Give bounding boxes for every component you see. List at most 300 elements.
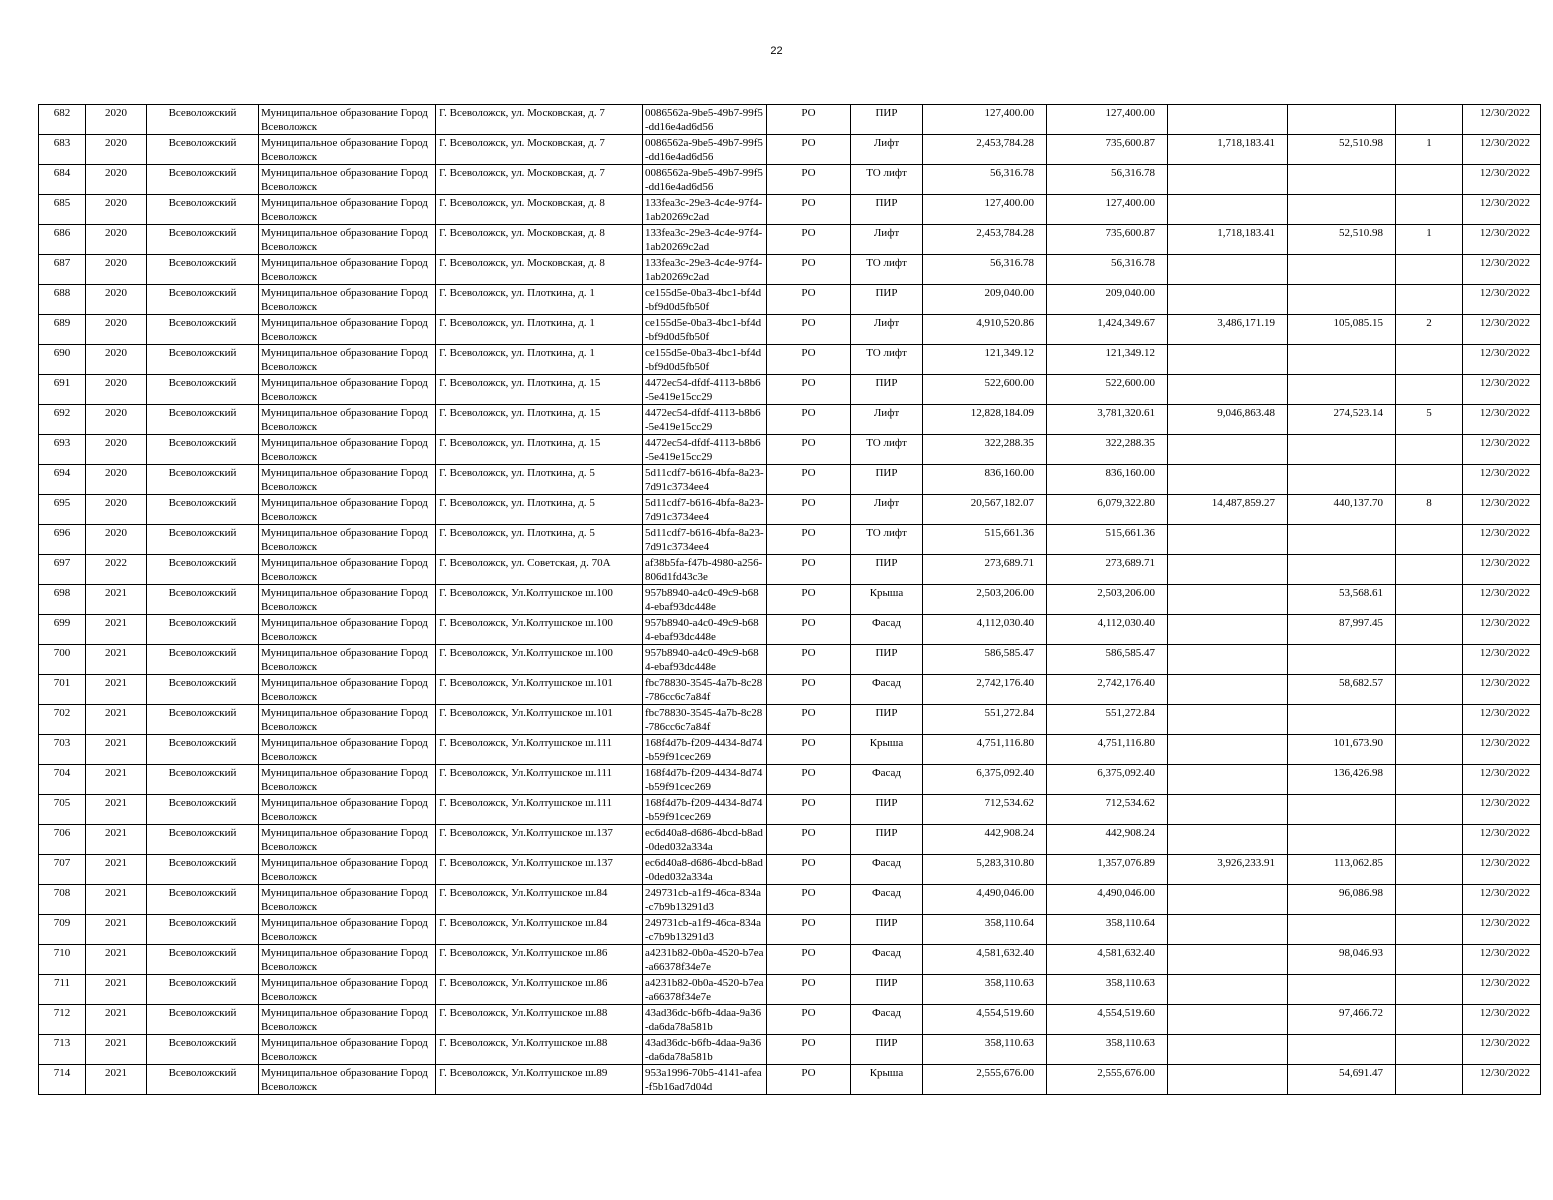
district-cell: Всеволожский bbox=[147, 645, 259, 675]
table-row bbox=[39, 255, 1541, 285]
house-guid-cell: 133fea3c-29e3-4c4e-97f4-1ab20269c2ad bbox=[643, 195, 767, 225]
row-number-cell: 706 bbox=[39, 825, 86, 855]
table-row bbox=[39, 915, 1541, 945]
year-cell: 2021 bbox=[86, 915, 147, 945]
table-row bbox=[39, 975, 1541, 1005]
deadline-date-cell: 12/30/2022 bbox=[1463, 195, 1541, 225]
program-cell: РО bbox=[767, 795, 851, 825]
municipality-cell: Муниципальное образование Город Всеволожск bbox=[259, 255, 436, 285]
total-cost-cell: 2,555,676.00 bbox=[923, 1065, 1047, 1095]
cost-part-3-cell: 105,085.15 bbox=[1288, 315, 1396, 345]
cost-part-1-cell: 4,112,030.40 bbox=[1047, 615, 1168, 645]
address-cell: Г. Всеволожск, Ул.Колтушское ш.88 bbox=[436, 1035, 643, 1065]
cost-part-2-cell bbox=[1168, 615, 1288, 645]
address-cell: Г. Всеволожск, Ул.Колтушское ш.137 bbox=[436, 855, 643, 885]
deadline-date-cell: 12/30/2022 bbox=[1463, 645, 1541, 675]
year-cell: 2021 bbox=[86, 645, 147, 675]
count-cell bbox=[1396, 585, 1463, 615]
address-cell: Г. Всеволожск, ул. Московская, д. 8 bbox=[436, 255, 643, 285]
address-cell: Г. Всеволожск, ул. Плоткина, д. 1 bbox=[436, 285, 643, 315]
year-cell: 2021 bbox=[86, 675, 147, 705]
count-cell bbox=[1396, 375, 1463, 405]
year-cell: 2020 bbox=[86, 225, 147, 255]
cost-part-2-cell bbox=[1168, 1005, 1288, 1035]
cost-part-1-cell: 2,555,676.00 bbox=[1047, 1065, 1168, 1095]
cost-part-3-cell bbox=[1288, 435, 1396, 465]
row-number-cell: 714 bbox=[39, 1065, 86, 1095]
row-number-cell: 712 bbox=[39, 1005, 86, 1035]
program-cell: РО bbox=[767, 465, 851, 495]
work-type-cell: ПИР bbox=[851, 105, 923, 135]
work-type-cell: Фасад bbox=[851, 885, 923, 915]
row-number-cell: 698 bbox=[39, 585, 86, 615]
row-number-cell: 697 bbox=[39, 555, 86, 585]
house-guid-cell: 168f4d7b-f209-4434-8d74-b59f91cec269 bbox=[643, 735, 767, 765]
cost-part-2-cell bbox=[1168, 465, 1288, 495]
municipality-cell: Муниципальное образование Город Всеволожск bbox=[259, 915, 436, 945]
cost-part-3-cell bbox=[1288, 255, 1396, 285]
house-guid-cell: 0086562a-9be5-49b7-99f5-dd16e4ad6d56 bbox=[643, 105, 767, 135]
page-number: 22 bbox=[770, 45, 783, 57]
work-type-cell: ПИР bbox=[851, 975, 923, 1005]
cost-part-1-cell: 322,288.35 bbox=[1047, 435, 1168, 465]
count-cell bbox=[1396, 105, 1463, 135]
district-cell: Всеволожский bbox=[147, 135, 259, 165]
year-cell: 2022 bbox=[86, 555, 147, 585]
row-number-cell: 687 bbox=[39, 255, 86, 285]
work-type-cell: Фасад bbox=[851, 675, 923, 705]
house-guid-cell: 957b8940-a4c0-49c9-b684-ebaf93dc448e bbox=[643, 615, 767, 645]
program-cell: РО bbox=[767, 525, 851, 555]
deadline-date-cell: 12/30/2022 bbox=[1463, 495, 1541, 525]
cost-part-2-cell: 1,718,183.41 bbox=[1168, 135, 1288, 165]
district-cell: Всеволожский bbox=[147, 285, 259, 315]
program-cell: РО bbox=[767, 615, 851, 645]
house-guid-cell: fbc78830-3545-4a7b-8c28-786cc6c7a84f bbox=[643, 705, 767, 735]
count-cell bbox=[1396, 555, 1463, 585]
total-cost-cell: 358,110.63 bbox=[923, 975, 1047, 1005]
row-number-cell: 696 bbox=[39, 525, 86, 555]
total-cost-cell: 12,828,184.09 bbox=[923, 405, 1047, 435]
address-cell: Г. Всеволожск, Ул.Колтушское ш.88 bbox=[436, 1005, 643, 1035]
municipality-cell: Муниципальное образование Город Всеволожск bbox=[259, 855, 436, 885]
house-guid-cell: ec6d40a8-d686-4bcd-b8ad-0ded032a334a bbox=[643, 855, 767, 885]
table-row bbox=[39, 435, 1541, 465]
cost-part-2-cell bbox=[1168, 555, 1288, 585]
work-type-cell: Лифт bbox=[851, 405, 923, 435]
district-cell: Всеволожский bbox=[147, 105, 259, 135]
year-cell: 2020 bbox=[86, 315, 147, 345]
cost-part-3-cell: 87,997.45 bbox=[1288, 615, 1396, 645]
table-row bbox=[39, 165, 1541, 195]
row-number-cell: 689 bbox=[39, 315, 86, 345]
program-cell: РО bbox=[767, 825, 851, 855]
work-type-cell: Фасад bbox=[851, 945, 923, 975]
row-number-cell: 684 bbox=[39, 165, 86, 195]
cost-part-3-cell bbox=[1288, 915, 1396, 945]
house-guid-cell: 957b8940-a4c0-49c9-b684-ebaf93dc448e bbox=[643, 645, 767, 675]
cost-part-1-cell: 121,349.12 bbox=[1047, 345, 1168, 375]
work-type-cell: ПИР bbox=[851, 825, 923, 855]
cost-part-1-cell: 56,316.78 bbox=[1047, 255, 1168, 285]
program-cell: РО bbox=[767, 315, 851, 345]
address-cell: Г. Всеволожск, ул. Плоткина, д. 15 bbox=[436, 375, 643, 405]
count-cell bbox=[1396, 195, 1463, 225]
municipality-cell: Муниципальное образование Город Всеволожск bbox=[259, 585, 436, 615]
district-cell: Всеволожский bbox=[147, 525, 259, 555]
total-cost-cell: 551,272.84 bbox=[923, 705, 1047, 735]
table-row bbox=[39, 825, 1541, 855]
district-cell: Всеволожский bbox=[147, 1065, 259, 1095]
district-cell: Всеволожский bbox=[147, 405, 259, 435]
table-row bbox=[39, 795, 1541, 825]
address-cell: Г. Всеволожск, Ул.Колтушское ш.89 bbox=[436, 1065, 643, 1095]
cost-part-2-cell bbox=[1168, 765, 1288, 795]
deadline-date-cell: 12/30/2022 bbox=[1463, 315, 1541, 345]
total-cost-cell: 56,316.78 bbox=[923, 255, 1047, 285]
cost-part-3-cell bbox=[1288, 375, 1396, 405]
row-number-cell: 700 bbox=[39, 645, 86, 675]
row-number-cell: 685 bbox=[39, 195, 86, 225]
work-type-cell: Крыша bbox=[851, 735, 923, 765]
cost-part-1-cell: 273,689.71 bbox=[1047, 555, 1168, 585]
program-cell: РО bbox=[767, 495, 851, 525]
year-cell: 2020 bbox=[86, 465, 147, 495]
total-cost-cell: 358,110.63 bbox=[923, 1035, 1047, 1065]
total-cost-cell: 209,040.00 bbox=[923, 285, 1047, 315]
address-cell: Г. Всеволожск, ул. Плоткина, д. 5 bbox=[436, 525, 643, 555]
work-type-cell: ТО лифт bbox=[851, 525, 923, 555]
address-cell: Г. Всеволожск, Ул.Колтушское ш.84 bbox=[436, 915, 643, 945]
program-cell: РО bbox=[767, 1065, 851, 1095]
program-cell: РО bbox=[767, 1035, 851, 1065]
program-cell: РО bbox=[767, 645, 851, 675]
deadline-date-cell: 12/30/2022 bbox=[1463, 615, 1541, 645]
cost-part-2-cell bbox=[1168, 645, 1288, 675]
cost-part-2-cell: 3,926,233.91 bbox=[1168, 855, 1288, 885]
table-row bbox=[39, 735, 1541, 765]
address-cell: Г. Всеволожск, ул. Московская, д. 8 bbox=[436, 225, 643, 255]
row-number-cell: 705 bbox=[39, 795, 86, 825]
municipality-cell: Муниципальное образование Город Всеволожск bbox=[259, 615, 436, 645]
program-cell: РО bbox=[767, 135, 851, 165]
total-cost-cell: 586,585.47 bbox=[923, 645, 1047, 675]
municipality-cell: Муниципальное образование Город Всеволожск bbox=[259, 465, 436, 495]
program-cell: РО bbox=[767, 735, 851, 765]
total-cost-cell: 836,160.00 bbox=[923, 465, 1047, 495]
house-guid-cell: af38b5fa-f47b-4980-a256-806d1fd43c3e bbox=[643, 555, 767, 585]
year-cell: 2020 bbox=[86, 375, 147, 405]
count-cell bbox=[1396, 795, 1463, 825]
work-type-cell: ПИР bbox=[851, 645, 923, 675]
cost-part-2-cell bbox=[1168, 795, 1288, 825]
municipality-cell: Муниципальное образование Город Всеволожск bbox=[259, 885, 436, 915]
program-cell: РО bbox=[767, 225, 851, 255]
work-type-cell: ТО лифт bbox=[851, 345, 923, 375]
address-cell: Г. Всеволожск, ул. Плоткина, д. 15 bbox=[436, 435, 643, 465]
work-type-cell: ПИР bbox=[851, 555, 923, 585]
cost-part-2-cell bbox=[1168, 195, 1288, 225]
cost-part-1-cell: 836,160.00 bbox=[1047, 465, 1168, 495]
table-row bbox=[39, 465, 1541, 495]
district-cell: Всеволожский bbox=[147, 735, 259, 765]
deadline-date-cell: 12/30/2022 bbox=[1463, 885, 1541, 915]
table-row bbox=[39, 195, 1541, 225]
work-type-cell: Фасад bbox=[851, 615, 923, 645]
total-cost-cell: 442,908.24 bbox=[923, 825, 1047, 855]
municipality-cell: Муниципальное образование Город Всеволожск bbox=[259, 645, 436, 675]
cost-part-2-cell bbox=[1168, 885, 1288, 915]
year-cell: 2020 bbox=[86, 405, 147, 435]
cost-part-3-cell bbox=[1288, 705, 1396, 735]
count-cell bbox=[1396, 675, 1463, 705]
table-row bbox=[39, 315, 1541, 345]
total-cost-cell: 515,661.36 bbox=[923, 525, 1047, 555]
year-cell: 2021 bbox=[86, 795, 147, 825]
table-row bbox=[39, 885, 1541, 915]
row-number-cell: 710 bbox=[39, 945, 86, 975]
work-type-cell: Фасад bbox=[851, 765, 923, 795]
cost-part-3-cell: 136,426.98 bbox=[1288, 765, 1396, 795]
municipality-cell: Муниципальное образование Город Всеволожск bbox=[259, 525, 436, 555]
count-cell bbox=[1396, 465, 1463, 495]
district-cell: Всеволожский bbox=[147, 465, 259, 495]
table-row bbox=[39, 645, 1541, 675]
deadline-date-cell: 12/30/2022 bbox=[1463, 975, 1541, 1005]
cost-part-2-cell bbox=[1168, 1035, 1288, 1065]
work-type-cell: ТО лифт bbox=[851, 165, 923, 195]
program-cell: РО bbox=[767, 705, 851, 735]
year-cell: 2021 bbox=[86, 735, 147, 765]
deadline-date-cell: 12/30/2022 bbox=[1463, 585, 1541, 615]
count-cell: 5 bbox=[1396, 405, 1463, 435]
municipality-cell: Муниципальное образование Город Всеволожск bbox=[259, 105, 436, 135]
address-cell: Г. Всеволожск, Ул.Колтушское ш.137 bbox=[436, 825, 643, 855]
municipality-cell: Муниципальное образование Город Всеволожск bbox=[259, 165, 436, 195]
total-cost-cell: 273,689.71 bbox=[923, 555, 1047, 585]
address-cell: Г. Всеволожск, Ул.Колтушское ш.101 bbox=[436, 675, 643, 705]
house-guid-cell: 43ad36dc-b6fb-4daa-9a36-da6da78a581b bbox=[643, 1035, 767, 1065]
year-cell: 2021 bbox=[86, 705, 147, 735]
address-cell: Г. Всеволожск, Ул.Колтушское ш.86 bbox=[436, 945, 643, 975]
count-cell bbox=[1396, 1005, 1463, 1035]
year-cell: 2020 bbox=[86, 435, 147, 465]
program-cell: РО bbox=[767, 915, 851, 945]
deadline-date-cell: 12/30/2022 bbox=[1463, 555, 1541, 585]
year-cell: 2021 bbox=[86, 615, 147, 645]
cost-part-3-cell: 97,466.72 bbox=[1288, 1005, 1396, 1035]
work-type-cell: Фасад bbox=[851, 855, 923, 885]
municipality-cell: Муниципальное образование Город Всеволожск bbox=[259, 135, 436, 165]
program-cell: РО bbox=[767, 945, 851, 975]
cost-part-1-cell: 735,600.87 bbox=[1047, 225, 1168, 255]
house-guid-cell: ce155d5e-0ba3-4bc1-bf4d-bf9d0d5fb50f bbox=[643, 345, 767, 375]
count-cell bbox=[1396, 435, 1463, 465]
cost-part-1-cell: 127,400.00 bbox=[1047, 105, 1168, 135]
cost-part-2-cell bbox=[1168, 525, 1288, 555]
work-type-cell: Лифт bbox=[851, 225, 923, 255]
cost-part-2-cell bbox=[1168, 975, 1288, 1005]
program-cell: РО bbox=[767, 975, 851, 1005]
table-row bbox=[39, 135, 1541, 165]
cost-part-3-cell bbox=[1288, 105, 1396, 135]
table-row bbox=[39, 675, 1541, 705]
address-cell: Г. Всеволожск, Ул.Колтушское ш.100 bbox=[436, 615, 643, 645]
district-cell: Всеволожский bbox=[147, 495, 259, 525]
municipality-cell: Муниципальное образование Город Всеволожск bbox=[259, 375, 436, 405]
program-cell: РО bbox=[767, 585, 851, 615]
district-cell: Всеволожский bbox=[147, 705, 259, 735]
cost-part-3-cell bbox=[1288, 975, 1396, 1005]
deadline-date-cell: 12/30/2022 bbox=[1463, 855, 1541, 885]
cost-part-2-cell bbox=[1168, 375, 1288, 405]
deadline-date-cell: 12/30/2022 bbox=[1463, 405, 1541, 435]
row-number-cell: 690 bbox=[39, 345, 86, 375]
address-cell: Г. Всеволожск, ул. Московская, д. 7 bbox=[436, 135, 643, 165]
cost-part-1-cell: 209,040.00 bbox=[1047, 285, 1168, 315]
count-cell bbox=[1396, 765, 1463, 795]
year-cell: 2020 bbox=[86, 495, 147, 525]
cost-part-2-cell bbox=[1168, 945, 1288, 975]
cost-part-3-cell: 101,673.90 bbox=[1288, 735, 1396, 765]
cost-part-2-cell bbox=[1168, 735, 1288, 765]
count-cell bbox=[1396, 645, 1463, 675]
cost-part-1-cell: 4,581,632.40 bbox=[1047, 945, 1168, 975]
year-cell: 2021 bbox=[86, 1035, 147, 1065]
district-cell: Всеволожский bbox=[147, 1005, 259, 1035]
cost-part-3-cell: 53,568.61 bbox=[1288, 585, 1396, 615]
table-row bbox=[39, 495, 1541, 525]
program-cell: РО bbox=[767, 435, 851, 465]
program-cell: РО bbox=[767, 165, 851, 195]
row-number-cell: 686 bbox=[39, 225, 86, 255]
year-cell: 2020 bbox=[86, 105, 147, 135]
work-type-cell: ПИР bbox=[851, 705, 923, 735]
municipality-cell: Муниципальное образование Город Всеволожск bbox=[259, 1005, 436, 1035]
table-row bbox=[39, 375, 1541, 405]
table-row bbox=[39, 855, 1541, 885]
house-guid-cell: fbc78830-3545-4a7b-8c28-786cc6c7a84f bbox=[643, 675, 767, 705]
cost-part-2-cell bbox=[1168, 585, 1288, 615]
total-cost-cell: 127,400.00 bbox=[923, 105, 1047, 135]
deadline-date-cell: 12/30/2022 bbox=[1463, 135, 1541, 165]
district-cell: Всеволожский bbox=[147, 555, 259, 585]
address-cell: Г. Всеволожск, ул. Плоткина, д. 15 bbox=[436, 405, 643, 435]
house-guid-cell: ce155d5e-0ba3-4bc1-bf4d-bf9d0d5fb50f bbox=[643, 285, 767, 315]
program-cell: РО bbox=[767, 195, 851, 225]
house-guid-cell: 957b8940-a4c0-49c9-b684-ebaf93dc448e bbox=[643, 585, 767, 615]
row-number-cell: 713 bbox=[39, 1035, 86, 1065]
house-guid-cell: 0086562a-9be5-49b7-99f5-dd16e4ad6d56 bbox=[643, 165, 767, 195]
cost-part-3-cell: 113,062.85 bbox=[1288, 855, 1396, 885]
address-cell: Г. Всеволожск, ул. Московская, д. 7 bbox=[436, 105, 643, 135]
address-cell: Г. Всеволожск, ул. Советская, д. 70А bbox=[436, 555, 643, 585]
program-cell: РО bbox=[767, 675, 851, 705]
municipality-cell: Муниципальное образование Город Всеволожск bbox=[259, 315, 436, 345]
deadline-date-cell: 12/30/2022 bbox=[1463, 165, 1541, 195]
work-type-cell: ПИР bbox=[851, 1035, 923, 1065]
total-cost-cell: 4,751,116.80 bbox=[923, 735, 1047, 765]
count-cell bbox=[1396, 705, 1463, 735]
municipality-cell: Муниципальное образование Город Всеволожск bbox=[259, 675, 436, 705]
table-row bbox=[39, 765, 1541, 795]
cost-part-2-cell: 3,486,171.19 bbox=[1168, 315, 1288, 345]
row-number-cell: 704 bbox=[39, 765, 86, 795]
municipality-cell: Муниципальное образование Город Всеволожск bbox=[259, 345, 436, 375]
cost-part-1-cell: 1,424,349.67 bbox=[1047, 315, 1168, 345]
house-guid-cell: 5d11cdf7-b616-4bfa-8a23-7d91c3734ee4 bbox=[643, 495, 767, 525]
district-cell: Всеволожский bbox=[147, 975, 259, 1005]
work-type-cell: Лифт bbox=[851, 135, 923, 165]
total-cost-cell: 322,288.35 bbox=[923, 435, 1047, 465]
deadline-date-cell: 12/30/2022 bbox=[1463, 105, 1541, 135]
municipality-cell: Муниципальное образование Город Всеволожск bbox=[259, 765, 436, 795]
address-cell: Г. Всеволожск, ул. Плоткина, д. 1 bbox=[436, 315, 643, 345]
address-cell: Г. Всеволожск, Ул.Колтушское ш.100 bbox=[436, 645, 643, 675]
row-number-cell: 693 bbox=[39, 435, 86, 465]
municipality-cell: Муниципальное образование Город Всеволожск bbox=[259, 735, 436, 765]
municipality-cell: Муниципальное образование Город Всеволожск bbox=[259, 435, 436, 465]
work-type-cell: ТО лифт bbox=[851, 435, 923, 465]
cost-part-1-cell: 735,600.87 bbox=[1047, 135, 1168, 165]
count-cell bbox=[1396, 165, 1463, 195]
district-cell: Всеволожский bbox=[147, 435, 259, 465]
year-cell: 2021 bbox=[86, 825, 147, 855]
deadline-date-cell: 12/30/2022 bbox=[1463, 795, 1541, 825]
cost-part-3-cell bbox=[1288, 795, 1396, 825]
municipality-cell: Муниципальное образование Город Всеволожск bbox=[259, 825, 436, 855]
row-number-cell: 692 bbox=[39, 405, 86, 435]
program-cell: РО bbox=[767, 1005, 851, 1035]
total-cost-cell: 5,283,310.80 bbox=[923, 855, 1047, 885]
count-cell bbox=[1396, 285, 1463, 315]
address-cell: Г. Всеволожск, Ул.Колтушское ш.111 bbox=[436, 795, 643, 825]
table-row bbox=[39, 615, 1541, 645]
cost-part-1-cell: 515,661.36 bbox=[1047, 525, 1168, 555]
work-type-cell: ПИР bbox=[851, 795, 923, 825]
cost-part-2-cell bbox=[1168, 105, 1288, 135]
cost-part-3-cell bbox=[1288, 195, 1396, 225]
program-cell: РО bbox=[767, 855, 851, 885]
row-number-cell: 701 bbox=[39, 675, 86, 705]
municipality-cell: Муниципальное образование Город Всеволожск bbox=[259, 975, 436, 1005]
cost-part-1-cell: 3,781,320.61 bbox=[1047, 405, 1168, 435]
address-cell: Г. Всеволожск, ул. Московская, д. 7 bbox=[436, 165, 643, 195]
year-cell: 2021 bbox=[86, 1005, 147, 1035]
row-number-cell: 709 bbox=[39, 915, 86, 945]
cost-part-2-cell: 9,046,863.48 bbox=[1168, 405, 1288, 435]
work-type-cell: ПИР bbox=[851, 915, 923, 945]
total-cost-cell: 2,453,784.28 bbox=[923, 135, 1047, 165]
municipality-cell: Муниципальное образование Город Всеволожск bbox=[259, 1065, 436, 1095]
cost-part-3-cell: 54,691.47 bbox=[1288, 1065, 1396, 1095]
municipality-cell: Муниципальное образование Город Всеволожск bbox=[259, 495, 436, 525]
municipality-cell: Муниципальное образование Город Всеволожск bbox=[259, 795, 436, 825]
count-cell: 2 bbox=[1396, 315, 1463, 345]
cost-part-2-cell: 14,487,859.27 bbox=[1168, 495, 1288, 525]
program-cell: РО bbox=[767, 105, 851, 135]
table-row bbox=[39, 105, 1541, 135]
district-cell: Всеволожский bbox=[147, 915, 259, 945]
cost-part-3-cell: 52,510.98 bbox=[1288, 225, 1396, 255]
row-number-cell: 708 bbox=[39, 885, 86, 915]
program-cell: РО bbox=[767, 405, 851, 435]
house-guid-cell: 953a1996-70b5-4141-afea-f5b16ad7d04d bbox=[643, 1065, 767, 1095]
year-cell: 2020 bbox=[86, 255, 147, 285]
house-guid-cell: 4472ec54-dfdf-4113-b8b6-5e419e15cc29 bbox=[643, 435, 767, 465]
count-cell: 8 bbox=[1396, 495, 1463, 525]
address-cell: Г. Всеволожск, ул. Плоткина, д. 1 bbox=[436, 345, 643, 375]
